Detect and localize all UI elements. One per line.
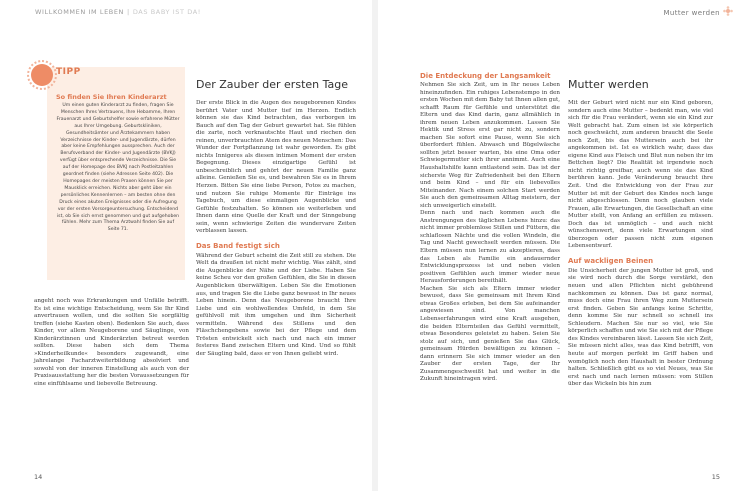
header-section-title: DAS BABY IST DA! [132, 8, 202, 16]
header-separator: | [127, 8, 130, 16]
tip-label: TIPP [56, 67, 81, 77]
tip-badge-icon [31, 64, 53, 86]
running-header-right: Mutter werden [663, 9, 720, 17]
body-paragraph: Die Unsicherheit der jungen Mutter ist groß, und sie wird noch durch die Sorge verstärkt, den neuen und allen Pflichten nicht gebührend nachkommen zu können. Das ist ganz normal, muss doch eine Frau ihren Weg zum Muttersein erst finden. Geben Sie anfangs keine Schritte, denn komme Sie nur schnell so schnell ins Schleudern. Machen Sie nur so viel, wie Sie körperlich schaffen und wie Sie sich mit der Pflege des Kindes vereinbaren lässt. Lassen Sie sich Zeit, Sie müssen nicht alles, was das Kind betrifft, von heute auf morgen perfekt im Griff haben und womöglich noch den Haushalt in bester Ordnung halten. Schließlich gibt es so viel Neues, was Sie erst nach und nach lernen müssen: vom Stillen über das Wickeln bis hin zum [568, 267, 713, 388]
subheading: Die Entdeckung der Langsamkeit [420, 72, 551, 80]
subheading: Das Band festigt sich [196, 241, 280, 250]
body-paragraph: Mit der Geburt wird nicht nur ein Kind geboren, sondern auch eine Mutter – bedenkt man, wie viel sich für die Frau verändert, wenn sie ein Kind zur Welt gebracht hat. Zum einen ist sie körperlich noch geschwächt, zum anderen braucht die Seele noch Zeit, bis das Muttersein auch bei ihr angekommen ist. Ist es wirklich wahr, dass das eigene Kind aus Fleisch und Blut nun neben ihr im Bettchen liegt? Die Realität ist irgendwie noch nicht richtig greifbar, auch wenn sie das Kind berühren kann. Jede Veränderung braucht ihre Zeit. Und die Entwicklung von der Frau zur Mutter ist mit der Geburt des Kindes noch lange nicht abgeschlossen. Denn noch glauben viele Frauen, alle Erwartungen, die Gesellschaft an eine Mutter stellt, von Anfang an erfüllen zu müssen. Doch das ist unmöglich – und auch nicht wünschenswert, denn viele Erwartungen sind überzogen oder passen nicht zum eigenen Lebensentwurf. [568, 100, 713, 250]
page-number-right: 15 [711, 473, 720, 481]
left-column-1 [34, 298, 189, 389]
body-paragraph: Denn nach und nach kommen auch die Anstrengungen des täglichen Lebens hinzu: das nicht immer problemlose Stillen und Füttern, die schlaflosen Nächte und die vollen Windeln, die Tag und Nacht gewechselt werden müssen. Die Eltern müssen nun lernen zu akzeptieren, dass das Leben als Familie ein andauernder Entwicklungsprozess ist und neben vielen positiven Gefühlen auch immer wieder neue Herausforderungen bereithält. [420, 210, 560, 285]
body-paragraph: Nehmen Sie sich Zeit, um in Ihr neues Leben hineinzufinden. Ein ruhiges Lebenstempo in den ersten Wochen mit dem Baby tut Ihnen allen gut, schafft Raum für Gefühle und unterstützt die Eltern und das Kind darin, ganz allmählich in ihrem neuen Leben anzukommen. Lassen Sie Hektik und Stress erst gar nicht zu, sondern machen Sie sofort eine Pause, wenn Sie sich überfordert fühlen. Abwasch und Bügelwäsche sollten jetzt besser warten, bis eine Oma oder Schwiegermutter sich ihrer annimmt. Auch eine Haushaltshilfe kann entlastend sein. Das ist der sicherste Weg für Zufriedenheit bei den Eltern und beim Kind – und für ein liebevolles Miteinander. Nach einem solchen Start werden Sie auch den gemeinsamen Alltag meistern, der sich unweigerlich einstellt. [420, 82, 560, 209]
tip-text: Um einen guten Kinderarzt zu finden, fragen Sie Menschen Ihres Vertrauens, Ihre Hebamme, Ihren Frauenarzt und Geburtshelfer sowie erfahrene Mütter aus Ihrer Umgebung. Geburtskliniken, Gesundheitsämter und Ärztekammern haben Verzeichnisse der Kinder- und Jugendärzte, dürfen aber keine Empfehlungen aussprechen. Auch der Berufsverband der Kinder- und Jugendärzte (BVKJ) verfügt über entsprechende Verzeichnisse. Die Sie auf der Homepage des BVKJ nach Postleitzahlen geordnet finden (siehe Adressen Seite 402). Die Homepages der meisten Praxen können Sie per Mausklick erreichen. Nichts aber geht über ein persönliches Kennenlernen – am besten ohne den Druck eines akuten Ereignisses oder die Aufregung vor der ersten Vorsorgeuntersuchung. Entscheidend ist, ob Sie sich ernst genommen und gut aufgehoben fühlen. Mehr zum Thema Arztwahl finden Sie auf Seite 71. [56, 103, 180, 233]
flower-icon [722, 5, 734, 17]
right-column-1 [420, 72, 560, 384]
right-column-2 [568, 78, 713, 389]
subheading: Auf wackligen Beinen [568, 256, 654, 265]
page-gutter [372, 0, 378, 491]
left-column-2 [196, 78, 356, 359]
running-header-left [35, 8, 201, 16]
tip-title: So finden Sie Ihren Kinderarzt [56, 93, 167, 101]
section-heading: Mutter werden [568, 78, 649, 91]
section-heading: Der Zauber der ersten Tage [196, 78, 349, 91]
page-number-left: 14 [34, 473, 43, 481]
header-book-title: WILLKOMMEN IM LEBEN [35, 8, 125, 16]
body-paragraph: Während der Geburt scheint die Zeit still zu stehen. Die Welt da draußen ist nicht mehr wichtig. Was zählt, sind die Augenblicke der Nähe und der Liebe. Haben Sie keine Scheu vor den großen Gefühlen, die Sie in diesen Augenblicken überwältigen. Leben Sie die Emotionen aus, und tragen Sie die Liebe ganz bewusst in Ihr neues Leben hinein. Denn das Neugeborene braucht Ihre Liebe und ein wohlwollendes Umfeld, in dem Sie gefühlvoll mit ihm umgehen und ihm Sicherheit vermitteln. Während des Stillens und den Fläschchengebens sowie bei der Pflege und dem Trösten entwickelt sich nach und nach ein immer festeres Band zwischen Eltern und Kind. Und so fühlt der Säugling bald, dass er von Ihnen geliebt wird. [196, 252, 356, 357]
body-paragraph: angeht noch was Erkrankungen und Unfälle betrifft. Es ist eine wichtige Entscheidung, wem Sie Ihr Kind anvertrauen wollen, und die sollten Sie sorgfältig treffen (siehe Kasten oben). Bedenken Sie auch, dass Kinder, vor allem Neugeborene und Säuglinge, von Kinderärztinnen und Kinderärzten betreut werden sollten. Diese haben sich dem Thema »Kinderheilkunde« besonders zugewandt, eine jahrelange Facharztweiterbildung absolviert und sowohl von der inneren Einstellung als auch von der Praxisausstattung her die besten Voraussetzungen für eine einfühlsame und liebevolle Betreuung. [34, 298, 189, 388]
body-paragraph: Der erste Blick in die Augen des neugeborenen Kindes berührt Vater und Mutter tief im Herzen. Endlich können sie das Kind betrachten, das verborgen im Bauch auf den Tag der Geburt gewartet hat. Sie fühlen die zarte, noch verknautschte Haut und riechen den reinen, unverbrauchten Atem des neuen Menschen: Das Wunder der Fortpflanzung ist wahr geworden. Es gibt nichts Innigeres als diesen intimen Moment der ersten Begegnung. Dieses einzigartige Gefühl ist unbeschreiblich und gehört der neuen Familie ganz alleine. Genießen Sie es, und bewahren Sie es in Ihrem Herzen. Bitten Sie eine liebe Person, Fotos zu machen, und nutzen Sie ruhige Momente für Einträge ins Tagebuch, um diese einmaligen Augenblicke und Gefühle festzuhalten. So können sie weiterleben und Ihnen dann eine Quelle der Kraft und der Sinngebung sein, wenn schwierige Zeiten die wundervare Zeiten verblassen lassen. [196, 100, 356, 235]
body-paragraph: Machen Sie sich als Eltern immer wieder bewusst, dass Sie gemeinsam mit Ihrem Kind etwas Großes erleben, bei dem Sie aufeinander angewiesen sind. Von manchen Lebenserfahrungen wird eine Kraft ausgehen, die beiden Elternteilen das Gefühl vermittelt, etwas Besonderes geleistet zu haben. Seien Sie stolz auf sich, und genießen Sie das Glück, gemeinsam Hürden bewältigen zu können – dann erinnern Sie sich immer wieder an den Zauber der ersten Tage, der Ihr Zusammengeschweißt hat und weiter in die Zukunft hineintragen wird. [420, 285, 560, 383]
